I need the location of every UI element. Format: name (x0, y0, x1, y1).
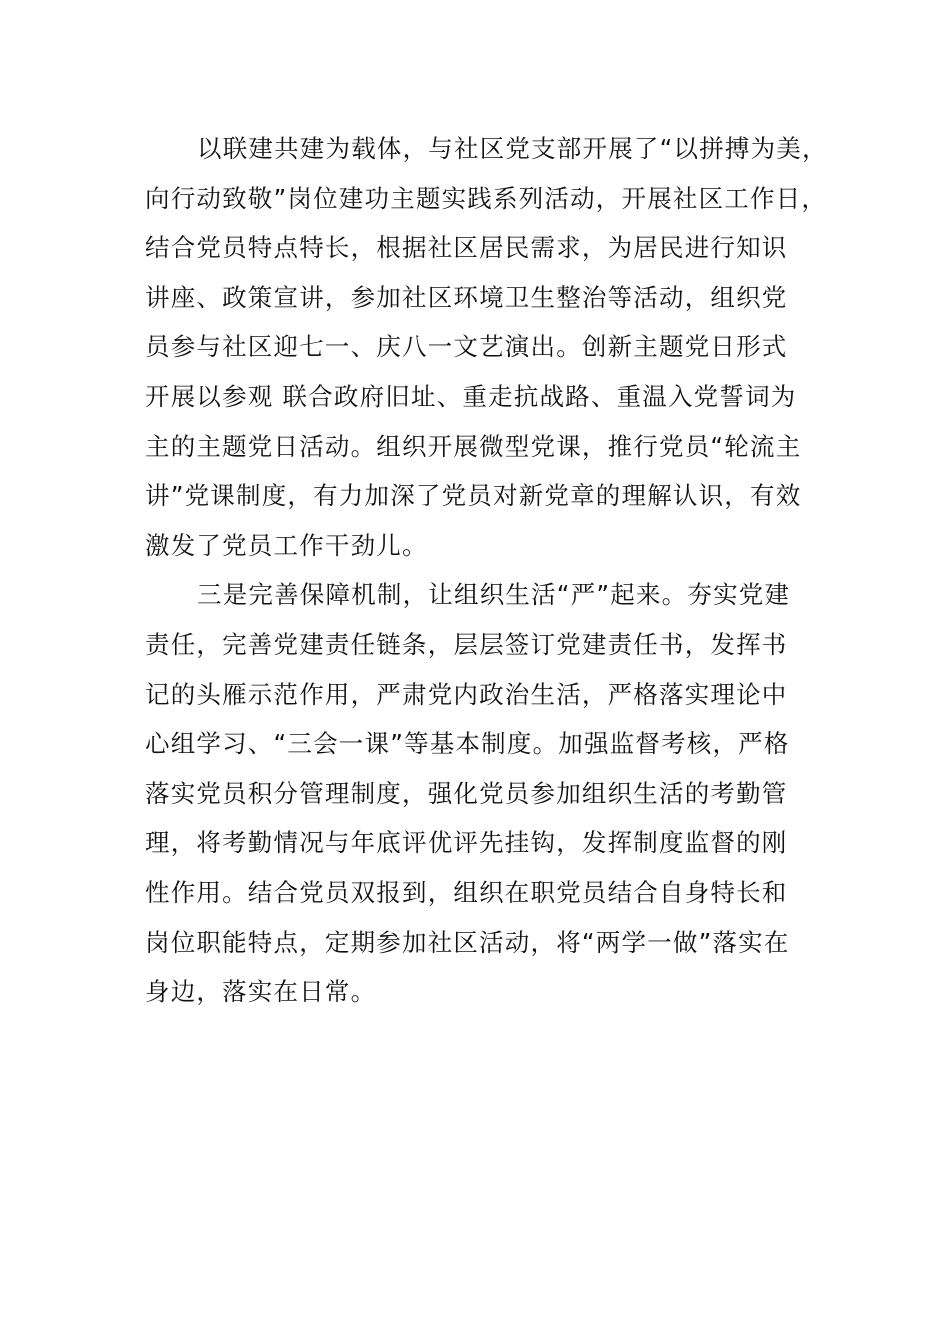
text-line: 三是完善保障机制，让组织生活“严”起来。夯实党建 (197, 580, 791, 610)
text-line: 身边，落实在日常。 (145, 977, 377, 1007)
text-line: 员参与社区迎七一、庆八一文艺演出。创新主题党日形式 (145, 332, 788, 362)
text-line: 岗位职能特点，定期参加社区活动，将“两学一做”落实在 (145, 927, 790, 957)
text-line: 以联建共建为载体，与社区党支部开展了“以拼搏为美， (197, 134, 828, 163)
text-line: 记的头雁示范作用，严肃党内政治生活，严格落实理论中 (145, 679, 788, 709)
text-line: 责任，完善党建责任链条，层层签订党建责任书，发挥书 (145, 629, 788, 659)
text-line: 开展以参观 联合政府旧址、重走抗战路、重温入党誓词为 (145, 381, 797, 411)
text-line: 激发了党员工作干劲儿。 (145, 530, 428, 560)
text-line: 向行动致敬”岗位建功主题实践系列活动，开展社区工作日， (145, 183, 828, 213)
text-line: 讲座、政策宣讲，参加社区环境卫生整治等活动，组织党 (145, 282, 788, 312)
text-line: 心组学习、“三会一课”等基本制度。加强监督考核，严格 (145, 729, 790, 759)
text-line: 理，将考勤情况与年底评优评先挂钩，发挥制度监督的刚 (145, 828, 788, 858)
text-line: 落实党员积分管理制度，强化党员参加组织生活的考勤管 (145, 778, 788, 808)
text-line: 主的主题党日活动。组织开展微型党课，推行党员“轮流主 (145, 431, 802, 461)
text-line: 性作用。结合党员双报到，组织在职党员结合自身特长和 (145, 877, 788, 907)
body-text (145, 124, 828, 1017)
paragraph-2 (145, 570, 817, 1016)
paragraph-1 (145, 124, 828, 570)
text-line: 结合党员特点特长，根据社区居民需求，为居民进行知识 (145, 233, 788, 263)
text-line: 讲”党课制度，有力加深了党员对新党章的理解认识，有效 (145, 481, 802, 511)
